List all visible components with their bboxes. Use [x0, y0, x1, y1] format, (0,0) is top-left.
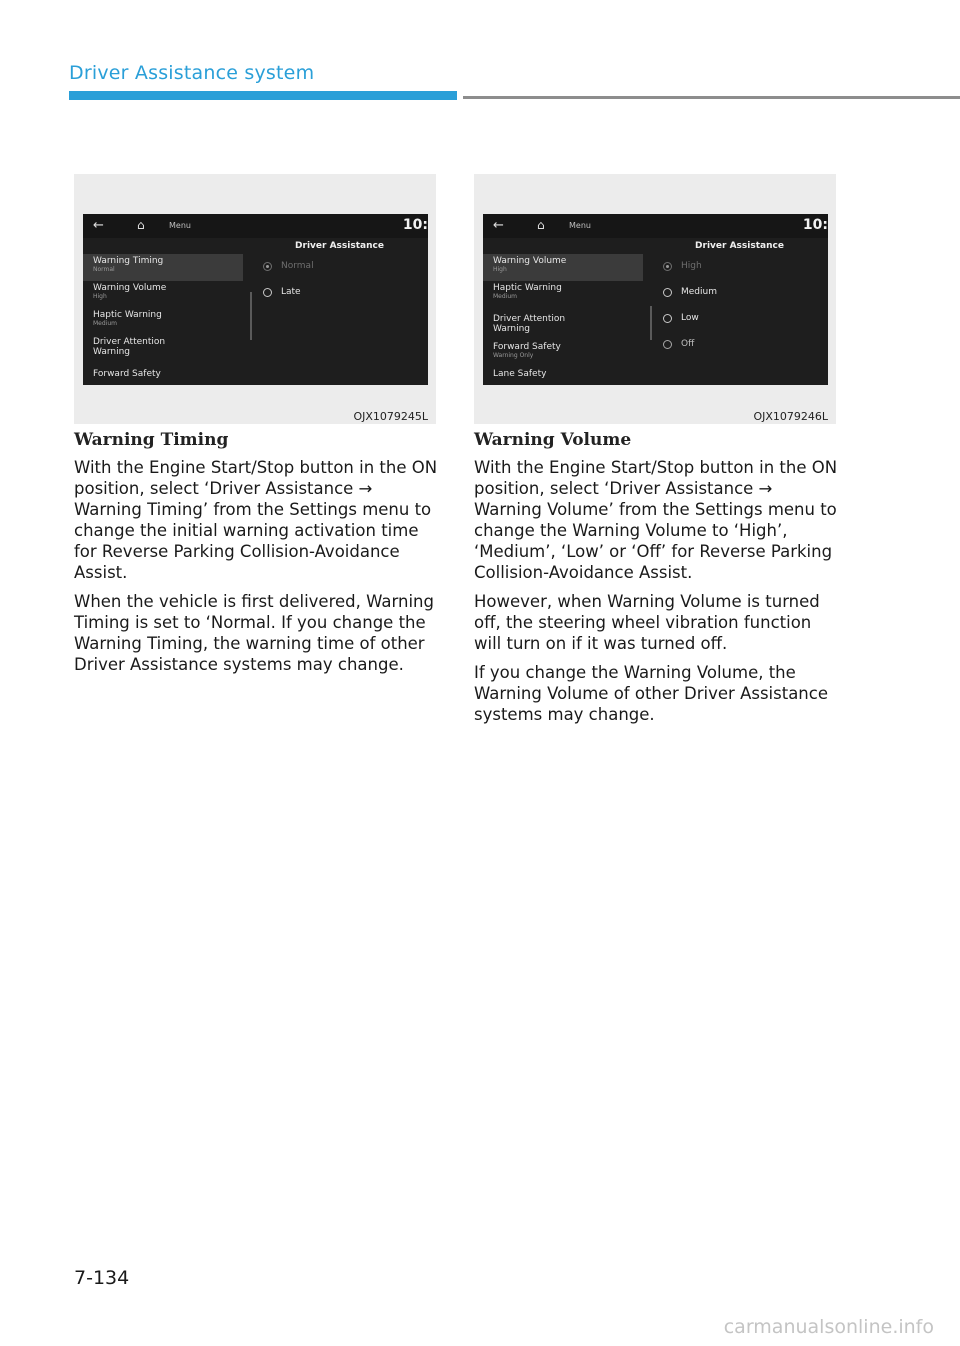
- home-icon: ⌂: [137, 218, 145, 232]
- menu-item-warning-volume: [83, 281, 243, 308]
- paragraph: With the Engine Start/Stop button in the ON position, select ‘Driver Assistance → Warning Timing’ from the Settings menu to change the initial warning activation time for Reverse Parking Collision-Avoidance Assist.: [74, 458, 438, 582]
- radio-icon: [663, 314, 672, 323]
- paragraph: However, when Warning Volume is turned off, the steering wheel vibration function will turn on if it was turned off.: [474, 592, 820, 653]
- option-normal: [263, 261, 314, 287]
- menu-item-title: Driver Attention Warning: [93, 337, 166, 357]
- menu-item-value: Warning Only: [493, 352, 534, 359]
- option-label: Low: [681, 313, 699, 323]
- figure-warning-timing: [74, 174, 436, 424]
- clock: 10:: [802, 217, 828, 233]
- menu-item-lane-safety: [483, 367, 643, 385]
- menu-item-value: Medium: [93, 320, 117, 327]
- radio-selected-icon: [663, 262, 672, 271]
- menu-item-title: Warning Volume: [493, 256, 567, 266]
- section-warning-volume: [474, 430, 842, 733]
- settings-menu: [483, 254, 643, 385]
- screen-heading: Driver Assistance: [695, 241, 784, 251]
- menu-item-value: Normal: [93, 266, 115, 273]
- screen-heading: Driver Assistance: [295, 241, 384, 251]
- radio-icon: [663, 288, 672, 297]
- menu-item-title: Warning Timing: [93, 256, 164, 266]
- menu-item-title: Haptic Warning: [493, 283, 562, 293]
- option-high: [663, 261, 717, 287]
- scroll-divider: [250, 292, 252, 340]
- header-accent-bar: [69, 91, 457, 100]
- menu-item-title: Forward Safety: [93, 369, 161, 379]
- menu-label: Menu: [169, 221, 191, 230]
- menu-item-warning-volume: [483, 254, 643, 281]
- menu-item-value: Medium: [493, 293, 517, 300]
- screen-top-bar: [83, 214, 428, 238]
- option-list: [263, 261, 314, 313]
- radio-icon: [663, 340, 672, 349]
- option-label: Late: [281, 287, 301, 297]
- option-label: Medium: [681, 287, 717, 297]
- menu-item-value: High: [93, 293, 107, 300]
- paragraph: If you change the Warning Volume, the Warning Volume of other Driver Assistance systems may change.: [474, 663, 828, 724]
- menu-item-title: Lane Safety: [493, 369, 547, 379]
- menu-item-forward-safety: [483, 340, 643, 367]
- option-medium: [663, 287, 717, 313]
- menu-label: Menu: [569, 221, 591, 230]
- option-late: [263, 287, 314, 313]
- header-rule: [463, 96, 960, 99]
- back-arrow-icon: ←: [93, 218, 104, 233]
- page-number: 7-134: [74, 1267, 130, 1289]
- menu-item-warning-timing: [83, 254, 243, 281]
- figure-caption: OJX1079245L: [353, 410, 428, 423]
- menu-item-title: Driver Attention Warning: [493, 314, 566, 334]
- section-warning-timing: [74, 430, 442, 683]
- infotainment-screen: [83, 214, 428, 385]
- menu-item-forward-safety: [83, 367, 243, 385]
- watermark: carmanualsonline.info: [723, 1316, 934, 1338]
- option-off: [663, 339, 717, 365]
- figure-warning-volume: [474, 174, 836, 424]
- home-icon: ⌂: [537, 218, 545, 232]
- option-low: [663, 313, 717, 339]
- radio-icon: [263, 288, 272, 297]
- screen-top-bar: [483, 214, 828, 238]
- menu-item-haptic-warning: [483, 281, 643, 308]
- option-list: [663, 261, 717, 365]
- section-heading: Warning Timing: [74, 430, 229, 450]
- option-label: Off: [681, 339, 695, 349]
- menu-item-title: Haptic Warning: [93, 310, 162, 320]
- menu-item-title: Forward Safety: [493, 342, 561, 352]
- figure-caption: OJX1079246L: [753, 410, 828, 423]
- menu-item-title: Warning Volume: [93, 283, 167, 293]
- option-label: Normal: [281, 261, 314, 271]
- paragraph: When the vehicle is first delivered, Warning Timing is set to ‘Normal. If you change the Warning Timing, the warning time of other Driver Assistance systems may change.: [74, 592, 434, 674]
- menu-item-haptic-warning: [83, 308, 243, 335]
- back-arrow-icon: ←: [493, 218, 504, 233]
- menu-item-driver-attention: [83, 335, 243, 367]
- menu-item-driver-attention: [483, 308, 643, 340]
- paragraph: With the Engine Start/Stop button in the ON position, select ‘Driver Assistance → Warning Volume’ from the Settings menu to change the Warning Volume to ‘High’, ‘Medium’, ‘Low’ or ‘Off’ for Reverse Parking Collision-Avoidance Assist.: [474, 458, 838, 582]
- infotainment-screen: [483, 214, 828, 385]
- menu-item-value: High: [493, 266, 507, 273]
- settings-menu: [83, 254, 243, 385]
- radio-selected-icon: [263, 262, 272, 271]
- section-heading: Warning Volume: [474, 430, 632, 450]
- option-label: High: [681, 261, 702, 271]
- section-title: Driver Assistance system: [69, 62, 315, 84]
- clock: 10:: [402, 217, 428, 233]
- scroll-divider: [650, 306, 652, 340]
